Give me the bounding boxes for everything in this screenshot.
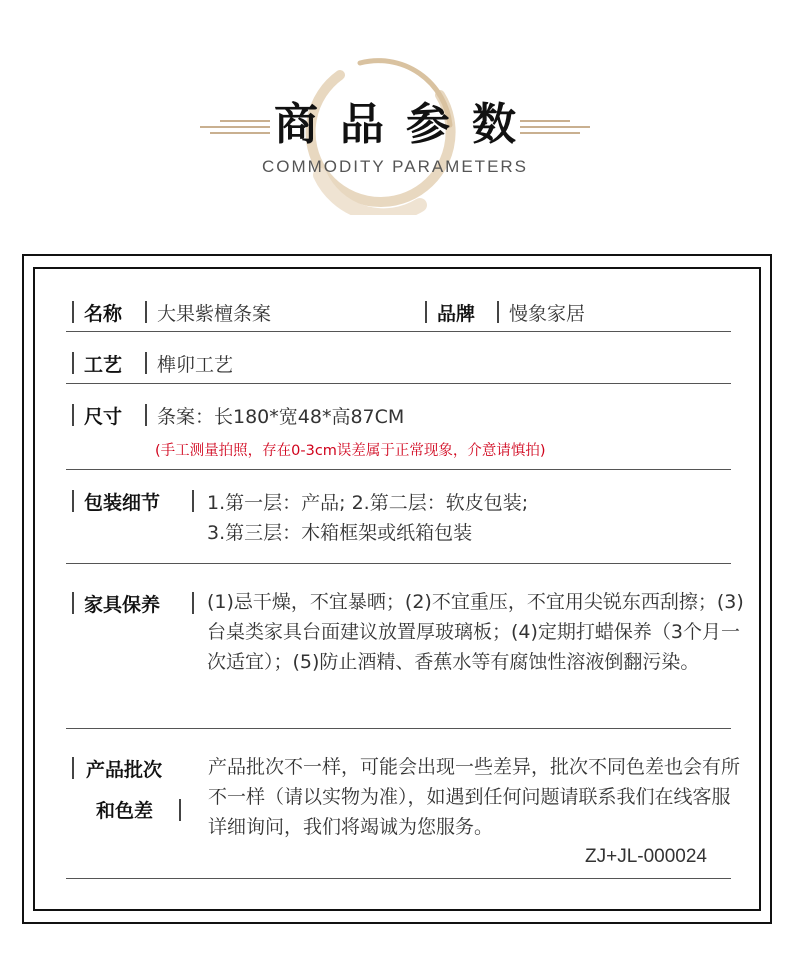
divider-bar: [497, 301, 499, 323]
size-note: (手工测量拍照，存在0-3cm误差属于正常现象，介意请慎拍): [155, 443, 546, 459]
size-label: 尺寸: [84, 406, 123, 428]
divider-bar: [72, 592, 74, 614]
row-divider: [66, 878, 731, 879]
row-divider: [66, 728, 731, 729]
packaging-line-2: 3.第三层：木箱框架或纸箱包装: [207, 522, 473, 544]
divider-bar: [72, 757, 74, 779]
divider-bar: [192, 490, 194, 512]
divider-bar: [145, 404, 147, 426]
divider-bar: [425, 301, 427, 323]
brand-label: 品牌: [437, 303, 476, 325]
divider-bar: [72, 301, 74, 323]
care-label: 家具保养: [84, 594, 161, 616]
product-code: ZJ+JL-000024: [585, 846, 707, 867]
divider-bar: [145, 352, 147, 374]
craft-label: 工艺: [84, 354, 123, 376]
divider-bar: [72, 490, 74, 512]
batch-text: 产品批次不一样，可能会出现一些差异，批次不同色差也会有所不一样（请以实物为准），如遇到任何问题请联系我们在线客服详细询问，我们将竭诚为您服务。: [208, 756, 741, 838]
page-subtitle: COMMODITY PARAMETERS: [261, 157, 529, 176]
row-divider: [66, 563, 731, 564]
packaging-label: 包装细节: [84, 492, 161, 514]
name-value: 大果紫檀条案: [157, 303, 272, 325]
header: [0, 0, 790, 230]
batch-label-line-2: 和色差: [96, 800, 154, 822]
care-text: (1)忌干燥，不宜暴晒；(2)不宜重压，不宜用尖锐东西刮擦；(3)台桌类家具台面建议放置厚玻璃板；(4)定期打蜡保养（3个月一次适宜）；(5)防止酒精、香蕉水等有腐蚀性溶液倒翻污染。: [207, 591, 744, 673]
divider-bar: [192, 592, 194, 614]
divider-bar: [145, 301, 147, 323]
craft-value: 榫卯工艺: [157, 354, 234, 376]
size-value: 条案：长180*宽48*高87CM: [157, 406, 405, 428]
name-label: 名称: [84, 303, 123, 325]
divider-bar: [72, 404, 74, 426]
packaging-line-1: 1.第一层：产品; 2.第二层：软皮包装;: [207, 492, 529, 514]
row-divider: [66, 383, 731, 384]
page-title: 商品参数: [274, 99, 538, 150]
divider-bar: [179, 799, 181, 821]
brand-value: 慢象家居: [509, 303, 586, 325]
batch-label-line-1: 产品批次: [86, 759, 163, 781]
row-divider: [66, 469, 731, 470]
row-divider: [66, 331, 731, 332]
divider-bar: [72, 352, 74, 374]
